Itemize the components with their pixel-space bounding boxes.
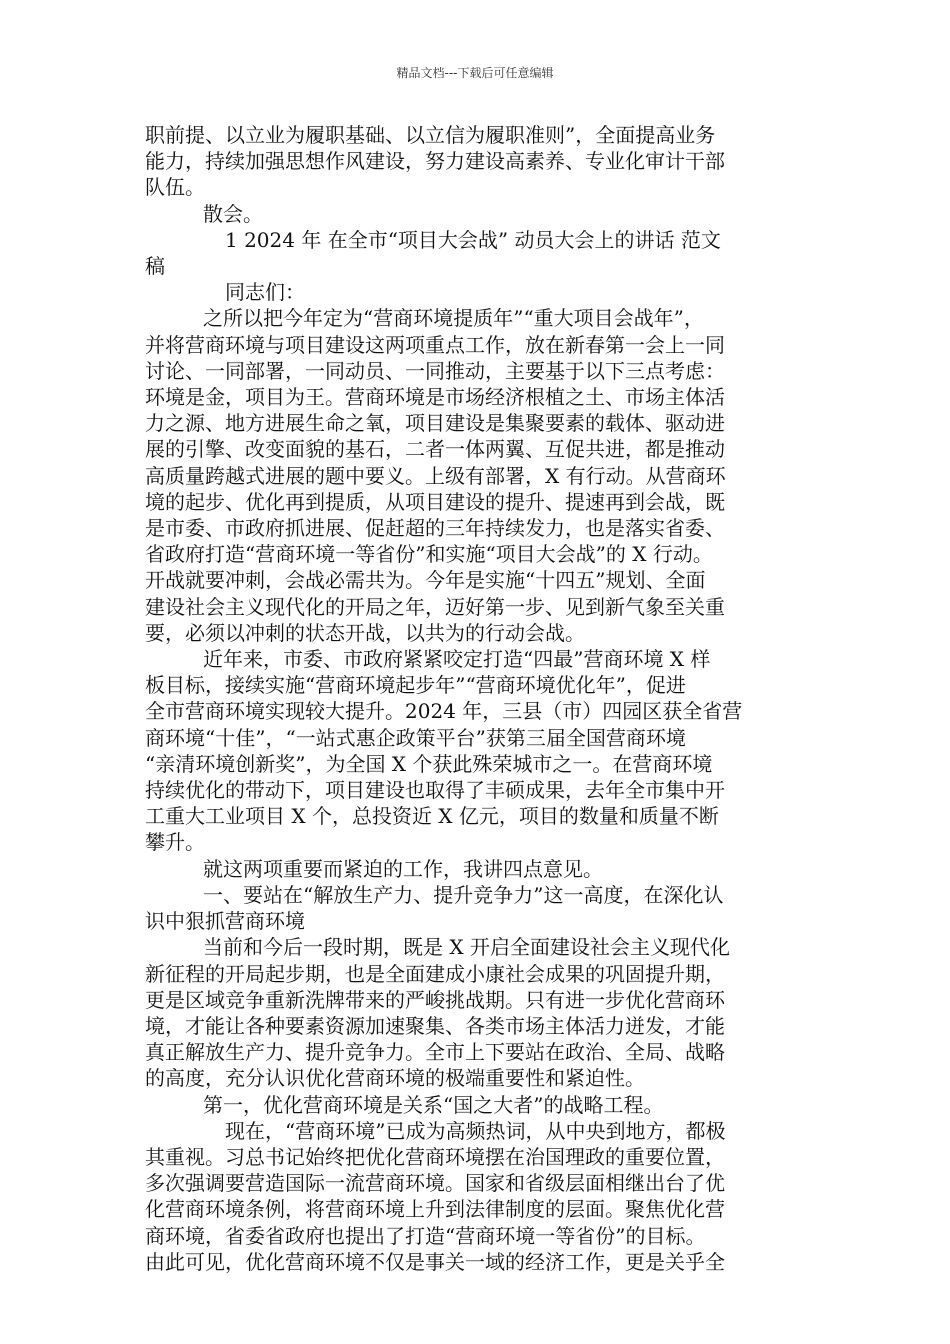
text-line: 工重大工业项目 X 个，总投资近 X 亿元，项目的数量和质量不断: [145, 804, 719, 829]
text-line: 开战就要冲刺，会战必需共为。今年是实施“十四五”规划、全面: [145, 568, 706, 593]
text-line: 更是区域竞争重新洗牌带来的严峻挑战期。只有进一步优化营商环: [145, 987, 725, 1012]
text-line: 队伍。: [145, 175, 205, 200]
section-title-line: 稿: [145, 254, 165, 279]
text-line: 展的引擎、改变面貌的基石，二者一体两翼、互促共进，都是推动: [145, 437, 725, 462]
text-line: 持续优化的带动下，项目建设也取得了丰硕成果，去年全市集中开: [145, 778, 725, 803]
text-line: 化营商环境条例，将营商环境上升到法律制度的层面。聚焦优化营: [145, 1197, 725, 1222]
text-line: 当前和今后一段时期，既是 X 开启全面建设社会主义现代化: [203, 935, 730, 960]
text-line: 其重视。习总书记始终把优化营商环境摆在治国理政的重要位置，: [145, 1144, 725, 1169]
text-line: 多次强调要营造国际一流营商环境。国家和省级层面相继出台了优: [145, 1171, 725, 1196]
text-line: 攀升。: [145, 830, 205, 855]
text-line: 就这两项重要而紧迫的工作，我讲四点意见。: [203, 856, 603, 881]
text-line: 境的起步、优化再到提质，从项目建设的提升、提速再到会战，既: [145, 489, 725, 514]
text-line: 并将营商环境与项目建设这两项重点工作，放在新春第一会上一同: [145, 332, 725, 357]
subheading-line: 第一，优化营商环境是关系“国之大者”的战略工程。: [203, 1092, 664, 1117]
text-line: 商环境“十佳”，“一站式惠企政策平台”获第三届全国营商环境: [145, 725, 686, 750]
section-title-line: 1 2024 年 在全市“项目大会战” 动员大会上的讲话 范文: [225, 227, 721, 252]
page-header: 精品文档---下载后可任意编辑: [396, 66, 554, 80]
text-line: 省政府打造“营商环境一等省份”和实施“项目大会战”的 X 行动。: [145, 542, 713, 567]
text-line: 高质量跨越式进展的题中要义。上级有部署，X 有行动。从营商环: [145, 463, 726, 488]
text-line: 现在，“营商环境”已成为高频热词，从中央到地方，都极: [225, 1118, 726, 1143]
text-line: 境，才能让各种要素资源加速聚集、各类市场主体活力迸发，才能: [145, 1013, 725, 1038]
text-line: 之所以把今年定为“营商环境提质年”“重大项目会战年”，: [203, 306, 704, 331]
text-line: 新征程的开局起步期，也是全面建成小康社会成果的巩固提升期，: [145, 961, 725, 986]
heading-line: 识中狠抓营商环境: [145, 909, 305, 934]
text-line: 环境是金，项目为王。营商环境是市场经济根植之土、市场主体活: [145, 385, 725, 410]
text-line: 板目标，接续实施“营商环境起步年”“营商环境优化年”，促进: [145, 673, 686, 698]
text-line: 真正解放生产力、提升竞争力。全市上下要站在政治、全局、战略: [145, 1040, 725, 1065]
text-line: 建设社会主义现代化的开局之年，迈好第一步、见到新气象至关重: [145, 594, 725, 619]
text-line: 能力，持续加强思想作风建设，努力建设高素养、专业化审计干部: [145, 149, 725, 174]
heading-line: 一、要站在“解放生产力、提升竞争力”这一高度，在深化认: [203, 882, 724, 907]
text-line: 的高度，充分认识优化营商环境的极端重要性和紧迫性。: [145, 1066, 645, 1091]
text-line: 商环境，省委省政府也提出了打造“营商环境一等省份”的目标。: [145, 1223, 706, 1248]
document-body: [145, 122, 805, 1275]
text-line: 是市委、市政府抓进展、促赶超的三年持续发力，也是落实省委、: [145, 516, 725, 541]
text-line: 近年来，市委、市政府紧紧咬定打造“四最”营商环境 X 样: [203, 647, 711, 672]
text-line: 全市营商环境实现较大提升。2024 年，三县（市）四园区获全省营: [145, 699, 743, 724]
text-line: 职前提、以立业为履职基础、以立信为履职准则”，全面提高业务: [145, 123, 716, 147]
text-line: 散会。: [203, 201, 263, 226]
text-line: 力之源、地方进展生命之氧，项目建设是集聚要素的载体、驱动进: [145, 411, 725, 436]
text-line: “亲清环境创新奖”，为全国 X 个获此殊荣城市之一。在营商环境: [145, 751, 713, 776]
text-line: 要，必须以冲刺的状态开战，以共为的行动会战。: [145, 620, 585, 645]
text-line: 由此可见，优化营商环境不仅是事关一域的经济工作，更是关乎全: [145, 1249, 725, 1274]
text-line: 讨论、一同部署，一同动员、一同推动，主要基于以下三点考虑：: [145, 358, 725, 383]
salutation: 同志们：: [225, 280, 305, 305]
